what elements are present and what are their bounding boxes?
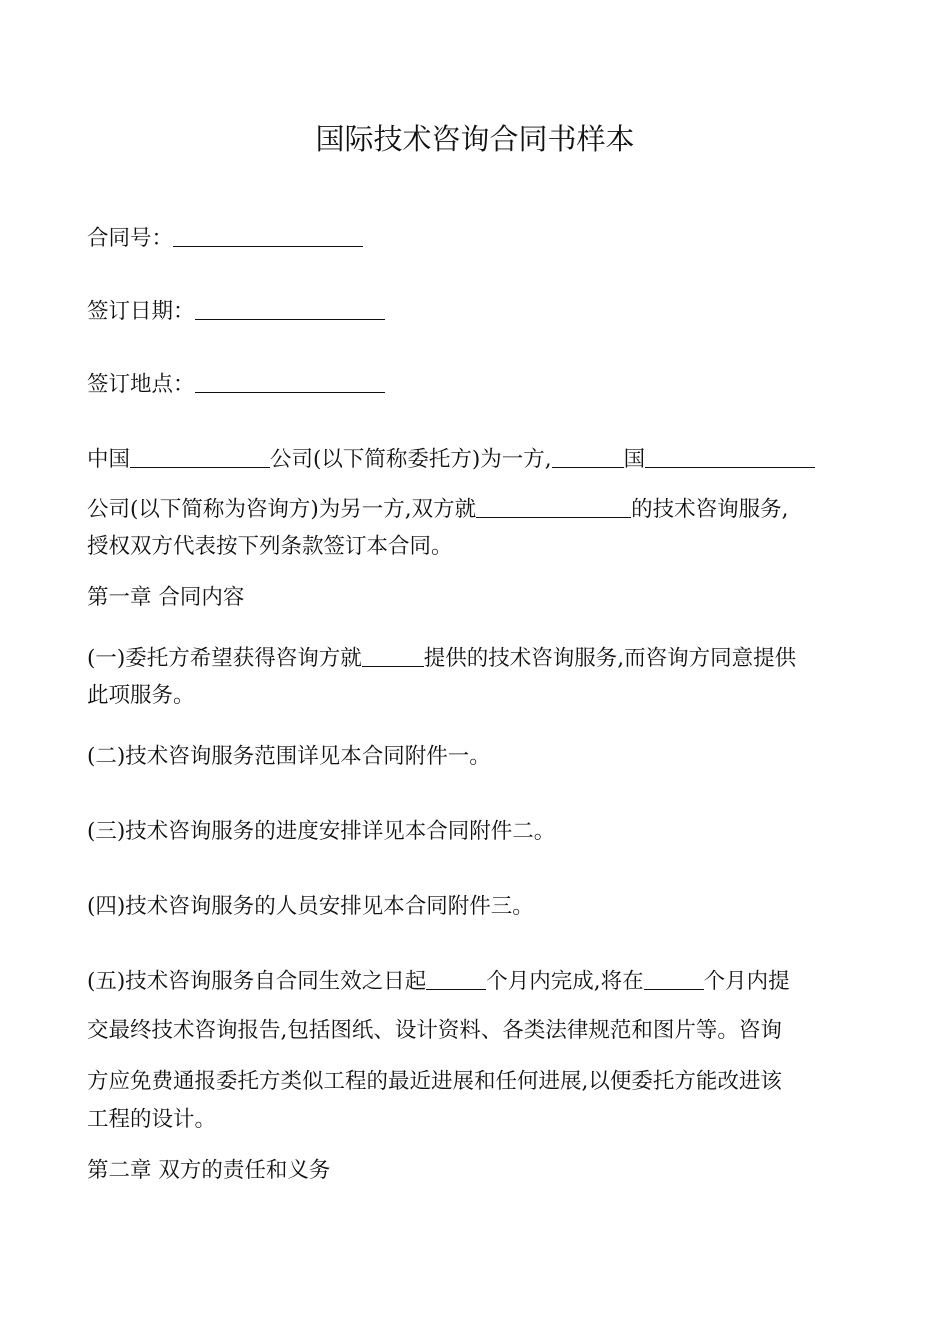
intro-text: 国 <box>623 447 646 472</box>
sign-place-label: 签订地点： <box>87 372 195 397</box>
clause-5-line-2: 交最终技术咨询报告,包括图纸、设计资料、各类法律规范和图片等。咨询 <box>87 1018 782 1043</box>
clause-5-line-4: 工程的设计。 <box>87 1107 217 1132</box>
clause-1-blank[interactable] <box>362 642 424 667</box>
sign-date-line <box>87 295 867 328</box>
consultant-company-blank[interactable] <box>645 443 815 468</box>
intro-text: 公司(以下简称为咨询方)为另一方,双方就 <box>87 497 477 522</box>
sign-date-label: 签订日期： <box>87 299 195 324</box>
contract-number-label: 合同号： <box>87 226 174 251</box>
intro-line-3: 授权双方代表按下列条款签订本合同。 <box>87 534 453 559</box>
completion-months-blank[interactable] <box>426 965 486 990</box>
client-company-blank[interactable] <box>130 443 270 468</box>
contract-number-blank[interactable] <box>173 222 363 247</box>
clause-text: 个月内提 <box>703 969 790 994</box>
clause-5-line-1 <box>87 965 867 998</box>
intro-text: 中国 <box>87 447 131 472</box>
clause-1-line-2: 此项服务。 <box>87 683 195 708</box>
clause-5-line-3: 方应免费通报委托方类似工程的最近进展和任何进展,以便委托方能改进该 <box>87 1069 782 1094</box>
sign-date-blank[interactable] <box>195 295 385 320</box>
service-subject-blank[interactable] <box>476 493 631 518</box>
clause-2: (二)技术咨询服务范围详见本合同附件一。 <box>87 744 491 769</box>
chapter-2-heading: 第二章 双方的责任和义务 <box>87 1158 331 1183</box>
country-blank[interactable] <box>552 443 624 468</box>
intro-line-2 <box>87 493 867 526</box>
intro-text: 公司(以下简称委托方)为一方, <box>270 447 552 472</box>
sign-place-line <box>87 368 867 401</box>
clause-text: 提供的技术咨询服务,而咨询方同意提供 <box>423 646 797 671</box>
clause-4: (四)技术咨询服务的人员安排见本合同附件三。 <box>87 894 534 919</box>
clause-3: (三)技术咨询服务的进度安排详见本合同附件二。 <box>87 819 556 844</box>
clause-text: (五)技术咨询服务自合同生效之日起 <box>87 969 427 994</box>
document-title: 国际技术咨询合同书样本 <box>315 122 635 156</box>
contract-number-line <box>87 222 867 255</box>
clause-1-line-1 <box>87 642 867 675</box>
intro-text: 的技术咨询服务, <box>631 497 789 522</box>
chapter-1-heading: 第一章 合同内容 <box>87 585 245 610</box>
clause-text: (一)委托方希望获得咨询方就 <box>87 646 362 671</box>
sign-place-blank[interactable] <box>195 368 385 393</box>
report-months-blank[interactable] <box>644 965 704 990</box>
intro-line-1 <box>87 443 867 476</box>
clause-text: 个月内完成,将在 <box>486 969 644 994</box>
